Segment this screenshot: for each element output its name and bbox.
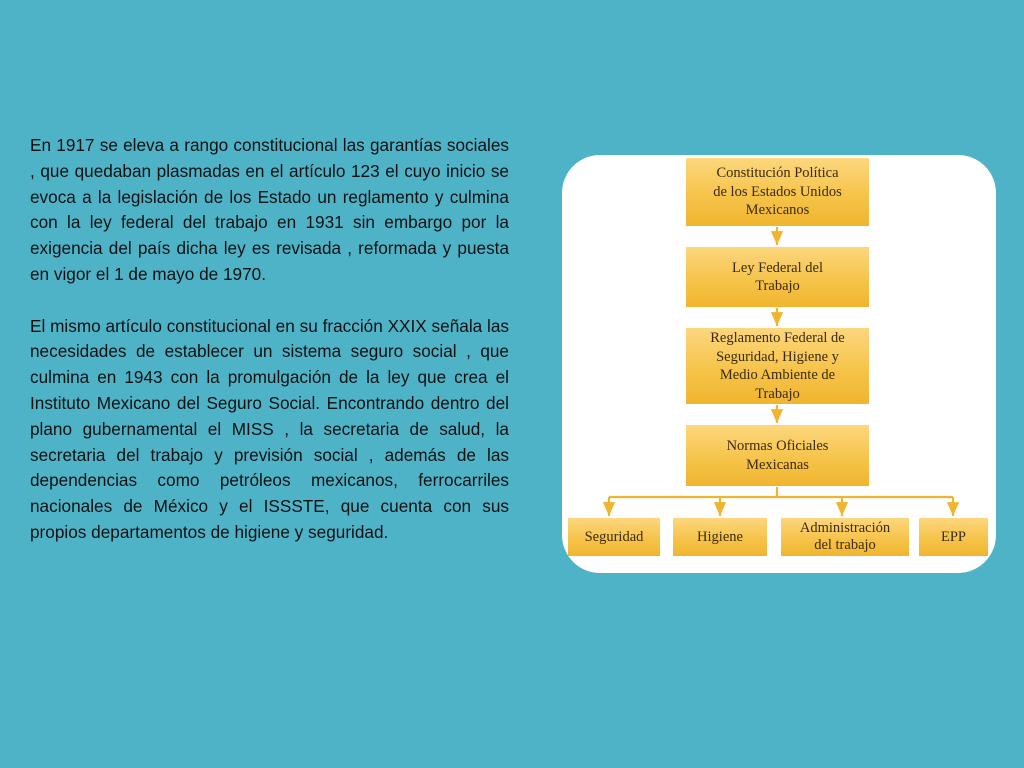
node-normas: Normas Oficiales Mexicanas [686, 425, 869, 486]
node-constitucion: Constitución Política de los Estados Unidos Mexicanos [686, 158, 869, 226]
node-reglamento: Reglamento Federal de Seguridad, Higiene y Medio Ambiente de Trabajo [686, 328, 869, 404]
node-higiene: Higiene [673, 518, 767, 556]
node-seguridad: Seguridad [568, 518, 660, 556]
node-administracion: Administración del trabajo [781, 518, 909, 556]
paragraph-1: En 1917 se eleva a rango constitucional las garantías sociales , que quedaban plasmadas en el artículo 123 el cuyo inicio se evoca a la legislación de los Estado un reglamento y culmina con la ley federal del trabajo en 1931 sin embargo por la exigencia del país dicha ley es revisada , reformada y puesta en vigor el 1 de mayo de 1970. [30, 135, 509, 284]
node-epp: EPP [919, 518, 988, 556]
body-text [30, 133, 509, 546]
hierarchy-diagram [562, 155, 996, 573]
paragraph-2: El mismo artículo constitucional en su fracción XXIX señala las necesidades de establecer un sistema seguro social , que culmina en 1943 con la promulgación de la ley que crea el Instituto Mexicano del Seguro Social. Encontrando dentro del plano gubernamental el MISS , la secretaria de salud, la secretaria del trabajo y previsión social , además de las dependencias como petróleos mexicanos, ferrocarriles nacionales de México y el ISSSTE, que cuenta con sus propios departamentos de higiene y seguridad. [30, 315, 509, 542]
node-ley-federal: Ley Federal del Trabajo [686, 247, 869, 307]
